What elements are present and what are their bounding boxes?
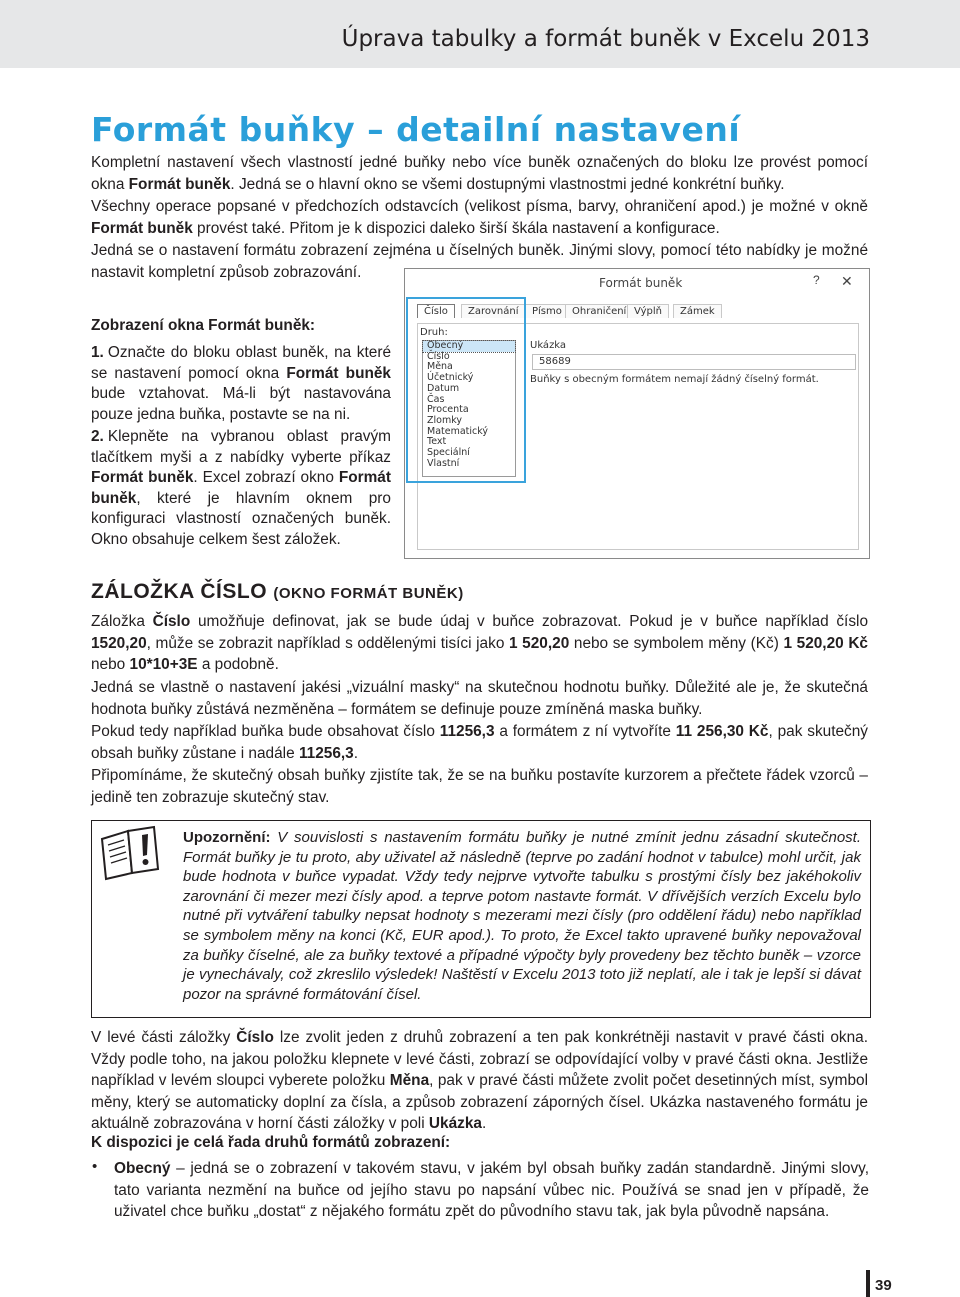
warning-text: Upozornění: V souvislosti s nastavením formátu buňky je nutné zmínit jednu zásadní skutečnost. Formát buňky je tu proto, aby uživatel až následně (teprve po zadání hodnot v tabulce) mohl určit, jak bude hodnota v buňce vypadat. Vždy tedy nejprve vytvořte tabulku s prostými čísly bez jakéhokoliv zarovnání či mezer mezi čísly apod. a teprve potom nastavte formát. V dřívějších verzích Excelu bylo nutné při vytváření tabulky nepsat hodnoty s mezerami mezi čísly (pro oddělení řádu) nebo například se symbolem měny na konci (Kč, EUR apod.). To proto, že Excel takto upravené buňky nepovažoval za buňky číselné, ale za buňky textové a případné výpočty byly provedeny bez těchto buněk – vzorce je vynechávaly, což zkreslilo výsledek! Naštěstí v Excelu 2013 toto již neplatí, ale i tak je lepší si dávat pozor na správné formátování čísel. bbox=[183, 829, 861, 1003]
intro-paragraph-1: Kompletní nastavení všech vlastností jedné buňky nebo více buněk označených do bloku lze provést pomocí okna Formát buněk. Jedná se o hlavní okno se všemi dostupnými vlastnostmi jedné konkrétní buňky. bbox=[91, 154, 868, 193]
tab-cislo[interactable]: Číslo bbox=[417, 304, 455, 318]
list-item: Obecný – jedná se o zobrazení v takovém stavu, v jakém byl obsah buňky zadán standardně. Jinými slovy, tato varianta nezmění na buňce od jejího stavu po napsání vůbec nic. Používá se snad jen v případě, že uživatel chce buňku „dostat“ z nějakého formátu zpět do původního stavu tak, jak byla původně napsána. bbox=[114, 1160, 869, 1220]
druh-item[interactable]: Obecný bbox=[423, 341, 515, 352]
section-title: Formát buňky – detailní nastavení bbox=[91, 110, 741, 149]
section-heading-zalozka-cislo: ZÁLOŽKA ČÍSLO (OKNO FORMÁT BUNĚK) bbox=[91, 580, 464, 603]
steps-heading: Zobrazení okna Formát buněk: bbox=[91, 317, 316, 334]
body-paragraph-4: Připomínáme, že skutečný obsah buňky zjistíte tak, že se na buňku postavíte kurzorem a přečtete řádek vzorců – jedině ten zobrazuje skutečný stav. bbox=[91, 767, 868, 806]
step-1: 1. Označte do bloku oblast buněk, na které se nastavení pomocí okna Formát buněk bude vztahovat. Má-li být nastavována pouze jedna buňka, postavte se na ni. bbox=[91, 344, 391, 423]
druh-item[interactable]: Číslo bbox=[427, 350, 450, 362]
druh-item[interactable]: Datum bbox=[427, 382, 460, 394]
druh-item[interactable]: Čas bbox=[427, 393, 445, 405]
tab-zarovnani[interactable]: Zarovnání bbox=[461, 304, 526, 318]
druh-item[interactable]: Měna bbox=[427, 361, 453, 373]
warning-book-icon bbox=[96, 825, 166, 881]
druh-item[interactable]: Matematický bbox=[427, 425, 489, 437]
intro-paragraph-2: Všechny operace popsané v předchozích odstavcích (velikost písma, barvy, ohraničení apod.) je možné v okně Formát buněk provést také. Přitom je k dispozici daleko širší škála nastavení a konfigurace. bbox=[91, 198, 868, 237]
body-paragraph-2: Jedná se vlastně o nastavení jakési „vizuální masky“ na skutečnou hodnotu buňky. Důležité ale je, že skutečná hodnota buňky zůstává nezměněna – formátem se definuje pouze zmíněná maska buňky. bbox=[91, 679, 868, 718]
page-header bbox=[0, 0, 960, 68]
dialog-title: Formát buněk bbox=[599, 276, 683, 290]
ukazka-value: 58689 bbox=[532, 354, 856, 370]
intro-paragraph-3: Jedná se o nastavení formátu zobrazení zejména u číselných buněk. Jinými slovy, pomocí této nabídky je možné nastavit kompletní způsob zobrazování. bbox=[91, 242, 868, 281]
tab-vypln[interactable]: Výplň bbox=[627, 304, 669, 318]
body-paragraph-1: Záložka Číslo umožňuje definovat, jak se bude údaj v buňce zobrazovat. Pokud je v buňce například číslo 1520,20, může se zobrazit například s oddělenými tisíci jako 1 520,20 nebo se symbolem měny (Kč) 1 520,20 Kč nebo 10*10+3E a podobně. bbox=[91, 613, 868, 673]
tab-ohraniceni[interactable]: Ohraničení bbox=[565, 304, 633, 318]
bullet-icon: • bbox=[92, 1158, 98, 1175]
druh-item[interactable]: Speciální bbox=[427, 447, 470, 459]
help-icon[interactable]: ? bbox=[813, 273, 820, 287]
druh-item[interactable]: Zlomky bbox=[427, 414, 462, 426]
after-paragraph: V levé části záložky Číslo lze zvolit jeden z druhů zobrazení a ten pak konkrétněji nastavit v pravé části okna. Vždy podle toho, na jakou položku klepnete v levé části, zobrazí se odpovídající volby v pravé části okna. Jestliže například v levém sloupci vyberete položku Měna, pak v pravé části můžete zvolit počet desetinných míst, symbol měny, který se automaticky doplní za čísla, a způsob zobrazení záporných čísel. Ukázka nastaveného formátu je aktuálně zobrazována v horní části záložky v poli Ukázka. bbox=[91, 1029, 869, 1132]
druh-item[interactable]: Vlastní bbox=[427, 457, 460, 469]
ukazka-label: Ukázka bbox=[530, 340, 567, 351]
tab-pismo[interactable]: Písmo bbox=[525, 304, 569, 318]
list-heading: K dispozici je celá řada druhů formátů zobrazení: bbox=[91, 1134, 451, 1151]
page-corner-mark bbox=[866, 1270, 870, 1297]
druh-item[interactable]: Účetnický bbox=[427, 372, 474, 384]
ukazka-description: Buňky s obecným formátem nemají žádný číselný formát. bbox=[530, 374, 819, 385]
body-paragraph-3: Pokud tedy například buňka bude obsahovat číslo 11256,3 a formátem z ní vytvoříte 11 256,30 Kč, pak skutečný obsah buňky zůstane i nadále 11256,3. bbox=[91, 723, 868, 762]
druh-item[interactable]: Procenta bbox=[427, 404, 469, 416]
highlight-frame bbox=[406, 297, 526, 483]
header-title: Úprava tabulky a formát buněk v Excelu 2013 bbox=[341, 26, 870, 52]
close-icon[interactable]: ✕ bbox=[841, 273, 853, 289]
druh-item[interactable]: Text bbox=[427, 436, 447, 448]
step-2: 2. Klepněte na vybranou oblast pravým tlačítkem myši a z nabídky vyberte příkaz Formát buněk. Excel zobrazí okno Formát buněk, které je hlavním oknem pro konfiguraci vlastností označených buněk. Okno obsahuje celkem šest záložek. bbox=[91, 428, 391, 548]
page-number: 39 bbox=[875, 1277, 892, 1294]
druh-label: Druh: bbox=[420, 327, 448, 338]
tab-zamek[interactable]: Zámek bbox=[673, 304, 722, 318]
dialog-titlebar bbox=[405, 269, 869, 297]
